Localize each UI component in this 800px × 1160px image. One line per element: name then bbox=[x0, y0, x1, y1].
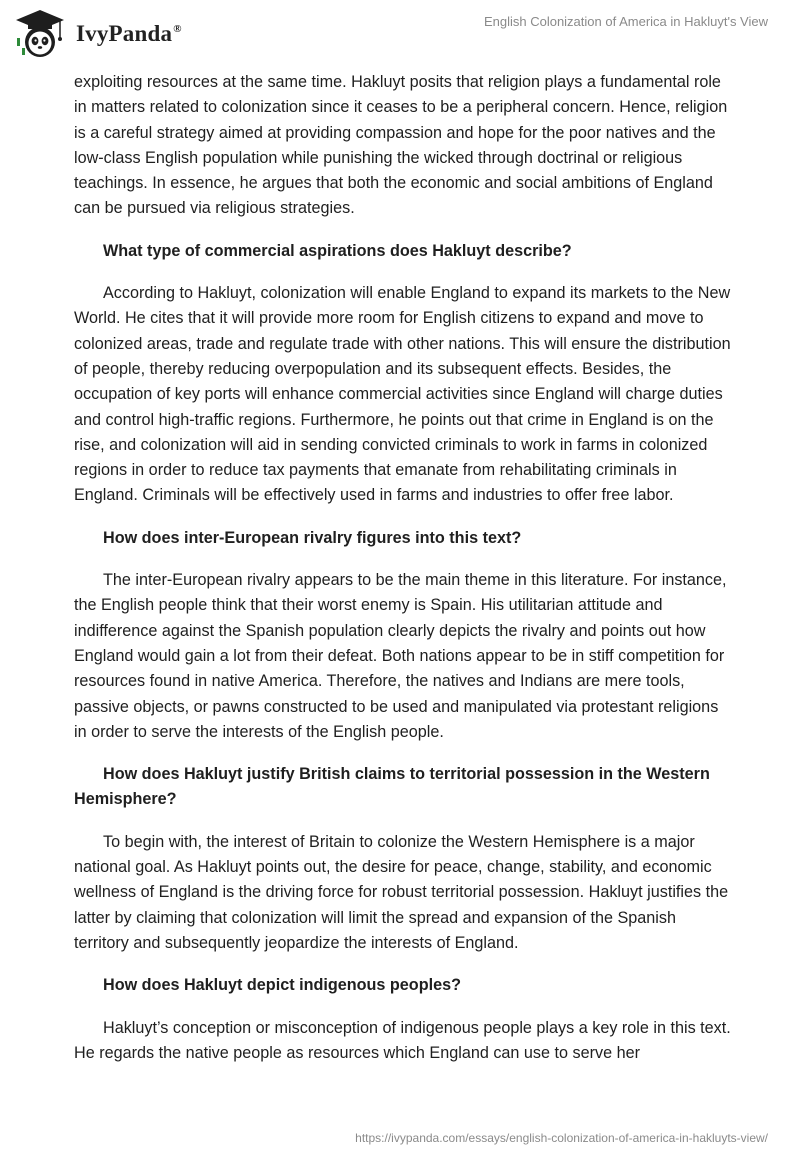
paragraph-territorial-claims: To begin with, the interest of Britain to colonize the Western Hemisphere is a major national goal. As Hakluyt points out, the desire for peace, change, stability, and economic wellness of England is the driving force for robust territorial possession. Hakluyt justifies the latter by claiming that colonization will limit the spread and expansion of the Spanish territory and subsequently jeopardize the interests of England. bbox=[74, 832, 729, 952]
paragraph-religion: exploiting resources at the same time. Hakluyt posits that religion plays a fundamental role in matters related to colonization since it ceases to be a peripheral concern. Hence, religion is a careful strategy aimed at providing compassion and hope for the poor natives and the low-class English population while punishing the wicked through doctrinal or religious teachings. In essence, he argues that both the economic and social ambitions of England can be pursued via religious strategies. bbox=[74, 73, 728, 218]
paragraph-commercial-aspirations: According to Hakluyt, colonization will enable England to expand its markets to the New World. He cites that it will provide more room for English citizens to expand and move to colonized areas, trade and regulate trade with other nations. This will ensure the distribution of people, thereby reducing overpopulation and its subsequent effects. Besides, the occupation of key ports will enhance commercial activities since England will charge duties and control high-traffic regions. Furthermore, he points out that crime in England is on the rise, and colonization will aid in sending convicted criminals to work in farms in colonized regions in order to reduce tax payments that emanate from rehabilitating criminals in England. Criminals will be effectively used in farms and industries to offer free labor. bbox=[74, 284, 731, 505]
heading-commercial-aspirations: What type of commercial aspirations does Hakluyt describe? bbox=[103, 241, 572, 260]
panda-graduate-icon bbox=[14, 8, 66, 60]
source-url[interactable]: https://ivypanda.com/essays/english-colonization-of-america-in-hakluyts-view/ bbox=[355, 1131, 768, 1145]
page-header bbox=[0, 0, 800, 70]
heading-inter-european-rivalry: How does inter-European rivalry figures into this text? bbox=[103, 528, 522, 547]
heading-indigenous-peoples: How does Hakluyt depict indigenous peoples? bbox=[103, 976, 461, 995]
heading-territorial-claims: How does Hakluyt justify British claims to territorial possession in the Western Hemisphere? bbox=[74, 765, 710, 809]
brand-logo[interactable] bbox=[14, 8, 182, 60]
brand-name: IvyPanda® bbox=[76, 21, 182, 46]
paragraph-indigenous-peoples: Hakluyt’s conception or misconception of indigenous people plays a key role in this text. He regards the native people as resources which England can use to serve her bbox=[74, 1018, 731, 1062]
document-title: English Colonization of America in Hakluyt's View bbox=[483, 14, 768, 29]
essay-body bbox=[74, 70, 734, 1066]
paragraph-inter-european-rivalry: The inter-European rivalry appears to be the main theme in this literature. For instance, the English people think that their worst enemy is Spain. His utilitarian attitude and indifference against the Spanish population clearly depicts the rivalry and points out how England would gain a lot from their defeat. Both nations appear to be in stiff competition for resources found in native America. Therefore, the natives and Indians are mere tools, passive objects, or pawns constructed to be used and manipulated via protestant religions in order to serve the interests of the English people. bbox=[74, 571, 727, 741]
registered-mark: ® bbox=[173, 23, 182, 35]
